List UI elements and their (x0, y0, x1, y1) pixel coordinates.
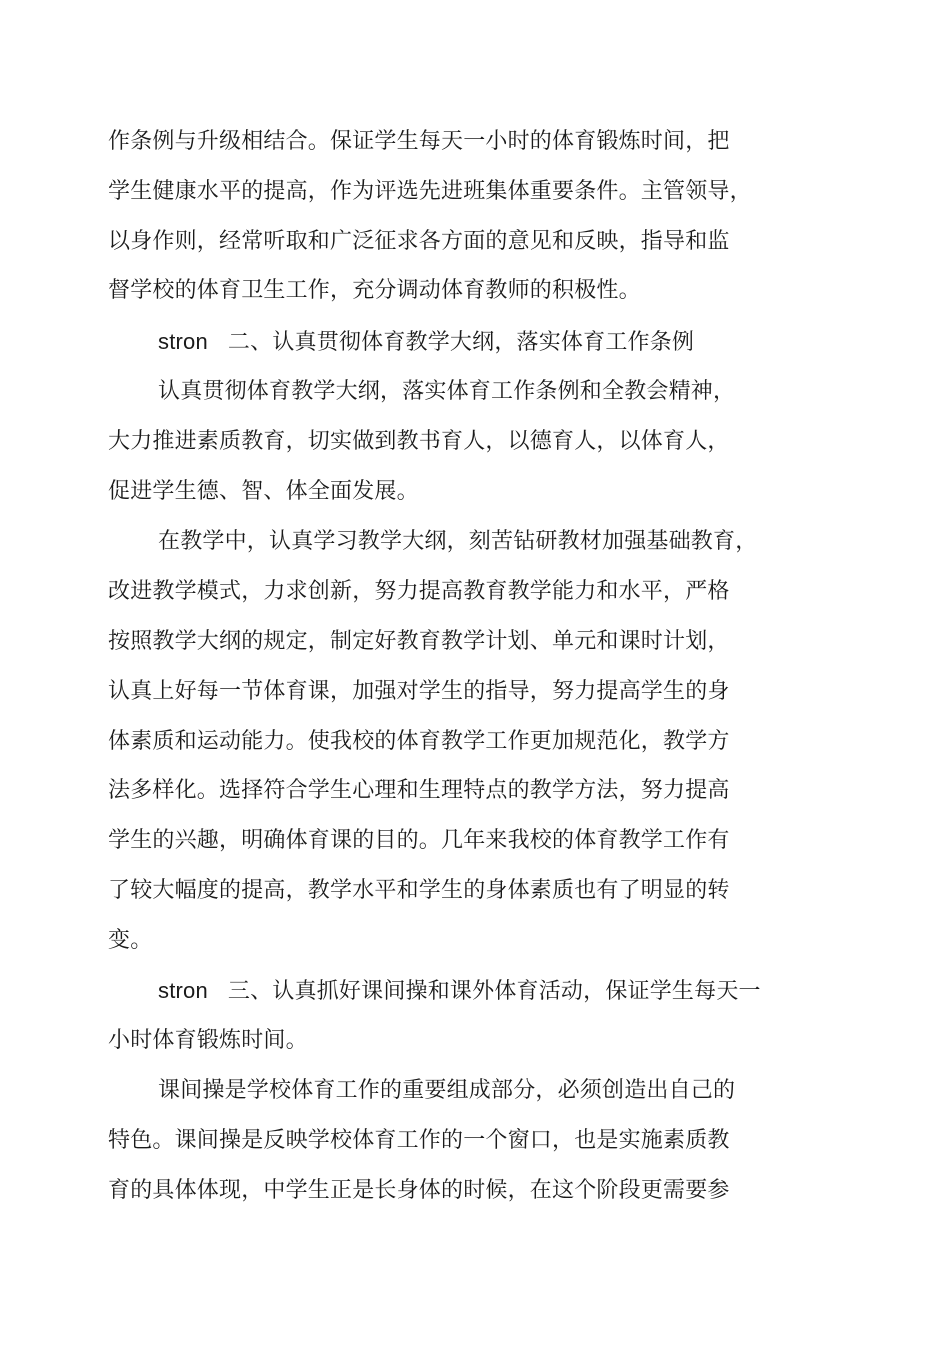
heading-prefix: stron (158, 978, 208, 1003)
text-line: 作条例与升级相结合。保证学生每天一小时的体育锻炼时间，把 (108, 129, 730, 154)
heading-text: 二、认真贯彻体育教学大纲，落实体育工作条例 (227, 330, 695, 355)
section-heading-2 (158, 327, 694, 358)
text-line: 学生的兴趣，明确体育课的目的。几年来我校的体育教学工作有 (108, 828, 730, 853)
text-line: 以身作则，经常听取和广泛征求各方面的意见和反映，指导和监 (108, 229, 730, 254)
text-line: 在教学中，认真学习教学大纲，刻苦钻研教材加强基础教育， (158, 529, 758, 554)
text-line: 变。 (108, 928, 153, 953)
text-line: 认真上好每一节体育课，加强对学生的指导，努力提高学生的身 (108, 679, 730, 704)
text-line: 体素质和运动能力。使我校的体育教学工作更加规范化，教学方 (108, 729, 730, 754)
text-line: 育的具体体现，中学生正是长身体的时候，在这个阶段更需要参 (108, 1178, 730, 1203)
section-heading-3 (158, 976, 761, 1007)
text-line: 大力推进素质教育，切实做到教书育人，以德育人，以体育人， (108, 429, 730, 454)
text-line: 按照教学大纲的规定，制定好教育教学计划、单元和课时计划， (108, 629, 730, 654)
text-line: 学生健康水平的提高，作为评选先进班集体重要条件。主管领导， (108, 179, 752, 204)
text-line: 法多样化。选择符合学生心理和生理特点的教学方法，努力提高 (108, 778, 730, 803)
text-line: 督学校的体育卫生工作，充分调动体育教师的积极性。 (108, 278, 641, 303)
text-line: 认真贯彻体育教学大纲，落实体育工作条例和全教会精神， (158, 379, 736, 404)
text-line: 了较大幅度的提高，教学水平和学生的身体素质也有了明显的转 (108, 878, 730, 903)
text-line: 课间操是学校体育工作的重要组成部分，必须创造出自己的 (158, 1078, 736, 1103)
text-line: 促进学生德、智、体全面发展。 (108, 479, 419, 504)
text-line: 特色。课间操是反映学校体育工作的一个窗口，也是实施素质教 (108, 1128, 730, 1153)
text-line: 小时体育锻炼时间。 (108, 1028, 308, 1053)
heading-prefix: stron (158, 329, 208, 354)
heading-text: 三、认真抓好课间操和课外体育活动，保证学生每天一 (227, 979, 761, 1004)
text-line: 改进教学模式，力求创新，努力提高教育教学能力和水平，严格 (108, 579, 730, 604)
